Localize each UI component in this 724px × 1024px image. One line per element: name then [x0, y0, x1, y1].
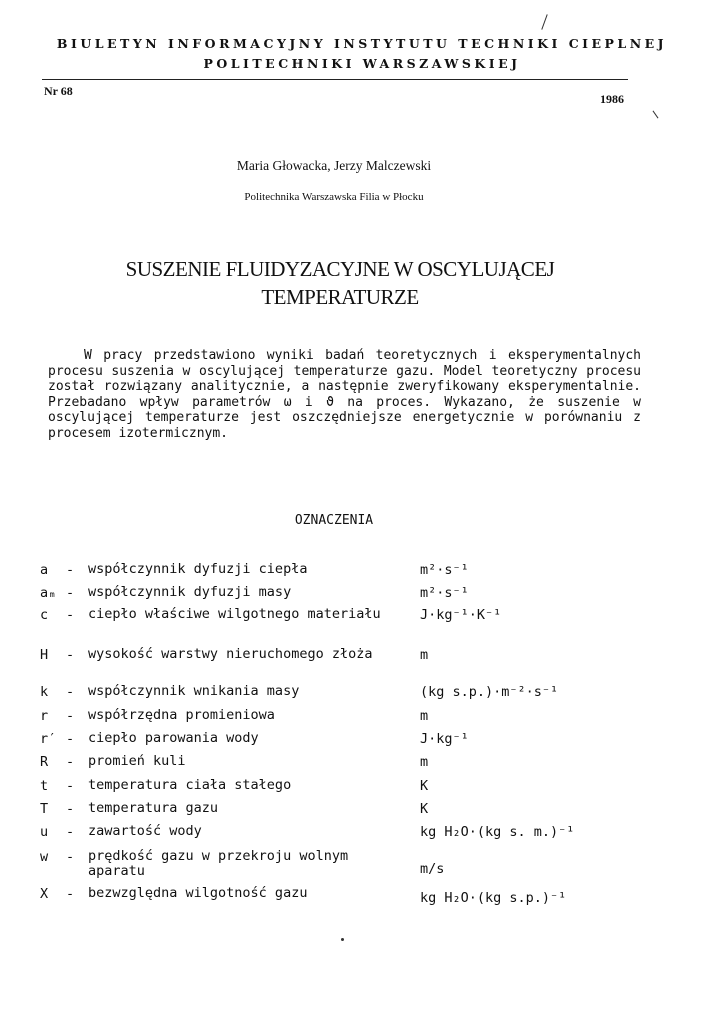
symbol-dash: - — [66, 708, 75, 724]
symbol-dash: - — [66, 886, 75, 902]
affiliation: Politechnika Warszawska Filia w Płocku — [244, 191, 424, 203]
symbol-description: ciepło parowania wody — [88, 730, 259, 746]
symbol-description: współczynnik dyfuzji masy — [88, 584, 292, 600]
symbol: r — [40, 708, 49, 724]
symbol: a — [40, 562, 49, 578]
symbol-description: bezwzględna wilgotność gazu — [88, 885, 308, 901]
symbol-unit: m — [420, 754, 429, 770]
scan-speck — [653, 111, 659, 119]
symbol-unit: K — [420, 801, 429, 817]
symbol-dash: - — [66, 778, 75, 794]
symbol: t — [40, 778, 49, 794]
symbol-description: prędkość gazu w przekroju wolnym aparatu — [88, 848, 349, 879]
authors: Maria Głowacka, Jerzy Malczewski — [236, 158, 432, 173]
symbol-unit: J·kg⁻¹·K⁻¹ — [420, 607, 502, 623]
symbol-dash: - — [66, 849, 75, 865]
symbol-unit: m — [420, 647, 429, 663]
symbol-description: temperatura ciała stałego — [88, 777, 292, 793]
symbol: H — [40, 647, 49, 663]
symbol-unit: kg H₂O·(kg s. m.)⁻¹ — [420, 824, 575, 840]
symbol-description: współczynnik dyfuzji ciepła — [88, 561, 308, 577]
symbol: aₘ — [40, 585, 57, 601]
symbol-unit: (kg s.p.)·m⁻²·s⁻¹ — [420, 684, 559, 700]
symbol-unit: kg H₂O·(kg s.p.)⁻¹ — [420, 890, 567, 906]
symbol-description: wysokość warstwy nieruchomego złoża — [88, 646, 373, 662]
journal-name-line2: POLITECHNIKI WARSZAWSKIEJ — [203, 56, 521, 71]
symbol-unit: J·kg⁻¹ — [420, 731, 469, 747]
symbol-description: temperatura gazu — [88, 800, 219, 816]
issue-number: Nr 68 — [44, 84, 73, 98]
abstract: W pracy przedstawiono wyniki badań teoretycznych i eksperymentalnych procesu suszenia w oscylującej temperaturze gazu. Model teoretyczny procesu został rozwiązany analitycznie, a następnie zweryfikowany eksperymentalnie. Przebadano wpływ parametrów ω i ϑ na proces. Wykazano, że suszenie w oscylującej temperaturze jest oszczędniejsze energetycznie w porównaniu z procesem izotermicznym. — [48, 348, 641, 441]
symbol: u — [40, 824, 49, 840]
symbol-description: współczynnik wnikania masy — [88, 683, 300, 699]
symbol-unit: m — [420, 708, 429, 724]
symbol-description: ciepło właściwe wilgotnego materiału — [88, 606, 381, 622]
symbol-dash: - — [66, 731, 75, 747]
journal-name-line1: BIULETYN INFORMACYJNY INSTYTUTU TECHNIKI CIEPLNEJ — [56, 36, 668, 51]
symbol-unit: K — [420, 778, 429, 794]
symbol-dash: - — [66, 647, 75, 663]
symbol-unit: m²·s⁻¹ — [420, 562, 469, 578]
symbol: k — [40, 684, 49, 700]
symbol-dash: - — [66, 754, 75, 770]
scan-speck — [341, 938, 344, 941]
title-line-1: SUSZENIE FLUIDYZACYJNE W OSCYLUJĄCEJ — [125, 257, 555, 281]
symbol-dash: - — [66, 585, 75, 601]
scan-speck — [541, 14, 547, 29]
symbol-unit: m²·s⁻¹ — [420, 585, 469, 601]
publication-year: 1986 — [600, 92, 624, 106]
symbol-dash: - — [66, 562, 75, 578]
symbol-unit: m/s — [420, 861, 445, 877]
symbol-dash: - — [66, 684, 75, 700]
symbol: R — [40, 754, 49, 770]
symbol-dash: - — [66, 607, 75, 623]
symbol-description: promień kuli — [88, 753, 186, 769]
symbol: T — [40, 801, 49, 817]
title-line-2: TEMPERATURZE — [261, 285, 419, 309]
symbol-dash: - — [66, 801, 75, 817]
header-divider — [42, 79, 628, 80]
symbol: X — [40, 886, 49, 902]
symbol: c — [40, 607, 49, 623]
symbol: w — [40, 849, 49, 865]
symbol-description: współrzędna promieniowa — [88, 707, 275, 723]
symbol-description: zawartość wody — [88, 823, 202, 839]
symbols-heading: OZNACZENIA — [294, 513, 374, 528]
article-title — [60, 255, 620, 311]
journal-header — [40, 34, 684, 74]
symbol: r′ — [40, 731, 57, 747]
symbol-dash: - — [66, 824, 75, 840]
